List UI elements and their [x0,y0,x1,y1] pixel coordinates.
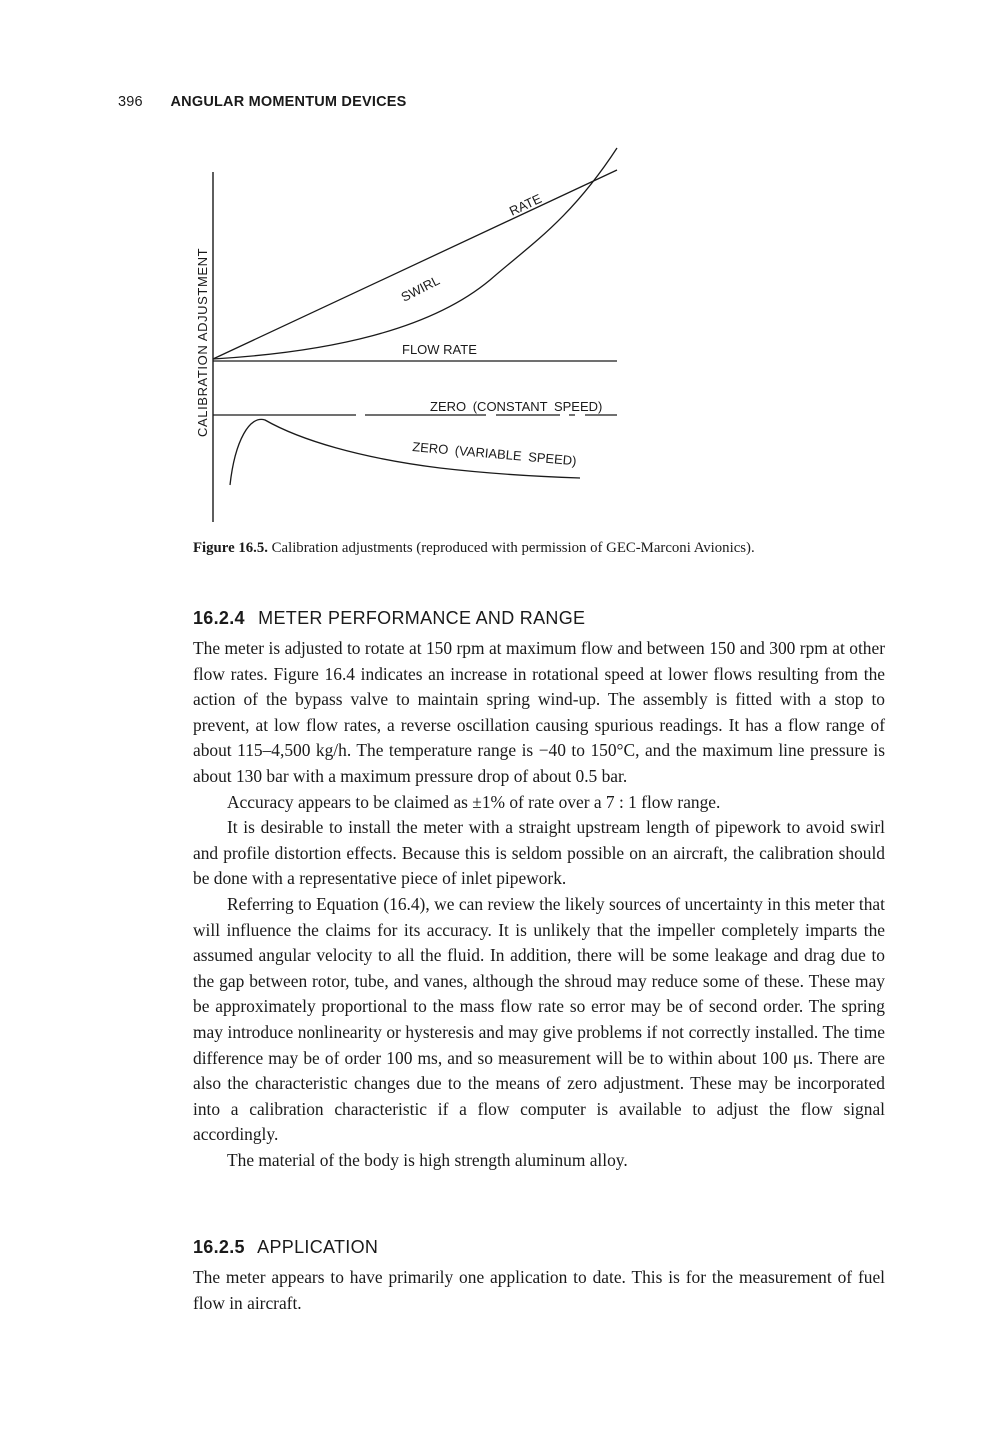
figure-caption [193,539,793,558]
page-number: 396 [118,94,143,110]
paragraph: Accuracy appears to be claimed as ±1% of rate over a 7 : 1 flow range. [227,791,721,812]
section-body-meter-performance [193,636,885,1173]
flow-rate-label: FLOW RATE [402,342,477,357]
zero-variable-speed-label: ZERO (VARIABLE SPEED) [411,439,578,469]
paragraph: The meter appears to have primarily one application to date. This is for the measurement of fuel flow in aircraft. [193,1267,885,1313]
figure-calibration-adjustments [180,140,640,530]
section-heading-application [193,1237,378,1258]
swirl-curve [213,148,617,359]
running-head [118,94,407,110]
section-title: APPLICATION [257,1237,379,1257]
running-title: ANGULAR MOMENTUM DEVICES [170,94,407,110]
section-title: METER PERFORMANCE AND RANGE [258,608,586,628]
paragraph: It is desirable to install the meter with a straight upstream length of pipework to avoid swirl and profile distortion effects. Because this is seldom possible on an aircraft, the calibration should be done with a representative piece of inlet pipework. [193,817,885,889]
section-number: 16.2.4 [193,608,245,628]
figure-caption-text: Calibration adjustments (reproduced with permission of GEC-Marconi Avionics). [267,540,755,556]
rate-line [213,170,617,359]
paragraph: The material of the body is high strength aluminum alloy. [227,1149,628,1170]
paragraph: Referring to Equation (16.4), we can review the likely sources of uncertainty in this meter that will influence the claims for its accuracy. It is unlikely that the impeller completely imparts the assumed angular velocity to all the fluid. In addition, there will be some leakage and drag due to the gap between rotor, tube, and vanes, although the shroud may reduce some of these. These may be approximately proportional to the mass flow rate so error may be of second order. The spring may introduce nonlinearity or hysteresis and may give problems if not correctly installed. The time difference may be of order 100 ms, and so measurement will be to within about 100 μs. There are also the characteristic changes due to the means of zero adjustment. These may be incorporated into a calibration characteristic if a flow computer is available to adjust the flow signal accordingly. [193,893,885,1145]
figure-diagram [180,140,640,530]
section-body-application [193,1265,885,1316]
section-number: 16.2.5 [193,1237,245,1257]
zero-constant-speed-label: ZERO (CONSTANT SPEED) [430,399,603,414]
paragraph: The meter is adjusted to rotate at 150 rpm at maximum flow and between 150 and 300 rpm at other flow rates. Figure 16.4 indicates an increase in rotational speed at lower flows resulting from the action of the bypass valve to maintain spring wind-up. The assembly is fitted with a stop to prevent, at low flow rates, a reverse oscillation causing spurious readings. It has a flow range of about 115–4,500 kg/h. The temperature range is −40 to 150°C, and the maximum line pressure is about 130 bar with a maximum pressure drop of about 0.5 bar. [193,638,885,786]
swirl-label: SWIRL [398,272,443,305]
figure-caption-number: Figure 16.5. [193,540,268,556]
y-axis-label: CALIBRATION ADJUSTMENT [195,247,210,437]
rate-label: RATE [506,190,544,219]
section-heading-meter-performance [193,608,585,629]
